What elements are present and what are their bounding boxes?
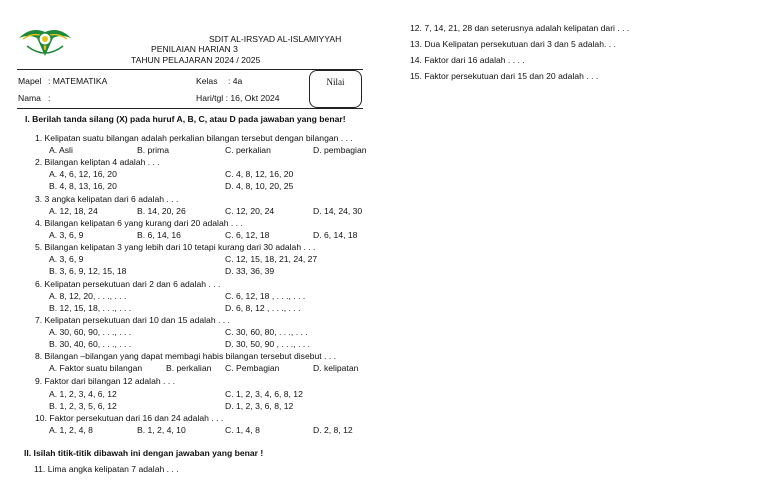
question-3: 3. 3 angka kelipatan dari 6 adalah . . . <box>35 194 179 204</box>
q8-option-c: C. Pembagian <box>225 363 280 373</box>
q6-option-b: B. 12, 15, 18, . . ., . . . <box>49 303 132 313</box>
q4-option-a: A. 3, 6, 9 <box>49 230 84 240</box>
q5-option-c: C. 12, 15, 18, 21, 24, 27 <box>225 254 318 264</box>
essay-question-11: 11. Lima angka kelipatan 7 adalah . . . <box>34 464 179 474</box>
q7-option-c: C. 30, 60, 80, . . ., . . . <box>225 327 308 337</box>
hari-tanggal: Hari/tgl : 16, Okt 2024 <box>196 93 280 103</box>
q10-option-d: D. 2, 8, 12 <box>313 425 353 435</box>
q5-option-b: B. 3, 6, 9, 12, 15, 18 <box>49 266 127 276</box>
question-5: 5. Bilangan kelipatan 3 yang lebih dari 10 tetapi kurang dari 30 adalah . . . <box>35 242 316 252</box>
school-logo <box>17 26 73 60</box>
q3-option-a: A. 12, 18, 24 <box>49 206 98 216</box>
q10-option-b: B. 1, 2, 4, 10 <box>137 425 186 435</box>
question-1: 1. Kelipatan suatu bilangan adalah perkalian bilangan tersebut dengan bilangan . . . <box>35 133 353 143</box>
mapel-value: : MATEMATIKA <box>48 76 108 86</box>
question-10: 10. Faktor persekutuan dari 16 dan 24 adalah . . . <box>35 413 224 423</box>
q4-option-b: B. 6, 14, 16 <box>137 230 181 240</box>
section-2-title: II. Isilah titik-titik dibawah ini dengan jawaban yang benar ! <box>24 448 264 458</box>
q3-option-b: B. 14, 20, 26 <box>137 206 186 216</box>
q1-option-c: C. perkalian <box>225 145 271 155</box>
q6-option-c: C. 6, 12, 18 , . . ., . . . <box>225 291 306 301</box>
q2-option-a: A. 4, 6, 12, 16, 20 <box>49 169 117 179</box>
question-7: 7. Kelipatan persekutuan dari 10 dan 15 adalah . . . <box>35 315 230 325</box>
question-8: 8. Bilangan –bilangan yang dapat membagi habis bilangan tersebut disebut . . . <box>35 351 336 361</box>
q1-option-a: A. Asli <box>49 145 73 155</box>
essay-question-13: 13. Dua Kelipatan persekutuan dari 3 dan 5 adalah. . . <box>410 39 616 49</box>
q6-option-a: A. 8, 12, 20, . . ., . . . <box>49 291 127 301</box>
kelas-label: Kelas <box>196 76 218 86</box>
q7-option-d: D. 30, 50, 90 , . . ., . . . <box>225 339 311 349</box>
q6-option-d: D. 6, 8, 12 , . . ., . . . <box>225 303 301 313</box>
info-divider <box>17 108 363 109</box>
section-1-title: I. Berilah tanda silang (X) pada huruf A, B, C, atau D pada jawaban yang benar! <box>25 114 346 124</box>
q4-option-c: C. 6, 12, 18 <box>225 230 270 240</box>
q3-option-c: C. 12, 20, 24 <box>225 206 275 216</box>
q10-option-a: A. 1, 2, 4, 8 <box>49 425 93 435</box>
q9-option-c: C. 1, 2, 3, 4, 6, 8, 12 <box>225 389 303 399</box>
q8-option-b: B. perkalian <box>166 363 212 373</box>
q5-option-d: D. 33, 36, 39 <box>225 266 275 276</box>
nilai-box <box>309 70 362 108</box>
q7-option-b: B. 30, 40, 60, . . ., . . . <box>49 339 132 349</box>
q3-option-d: D. 14, 24, 30 <box>313 206 363 216</box>
nama-value: : <box>48 93 51 103</box>
q1-option-b: B. prima <box>137 145 169 155</box>
essay-question-15: 15. Faktor persekutuan dari 15 dan 20 adalah . . . <box>410 71 599 81</box>
question-2: 2. Bilangan keliptan 4 adalah . . . <box>35 157 160 167</box>
q8-option-d: D. kelipatan <box>313 363 359 373</box>
q2-option-d: D. 4, 8, 10, 20, 25 <box>225 181 294 191</box>
question-4: 4. Bilangan kelipatan 6 yang kurang dari 20 adalah . . . <box>35 218 243 228</box>
q5-option-a: A. 3, 6, 9 <box>49 254 84 264</box>
nilai-label: Nilai <box>326 77 345 87</box>
q10-option-c: C. 1, 4, 8 <box>225 425 260 435</box>
academic-year: TAHUN PELAJARAN 2024 / 2025 <box>131 55 261 65</box>
q9-option-b: B. 1, 2, 3, 5, 6, 12 <box>49 401 117 411</box>
essay-question-12: 12. 7, 14, 21, 28 dan seterusnya adalah kelipatan dari . . . <box>410 23 630 33</box>
mapel-label: Mapel <box>18 76 42 86</box>
question-6: 6. Kelipatan persekutuan dari 2 dan 6 adalah . . . <box>35 279 221 289</box>
q2-option-b: B. 4, 8, 13, 16, 20 <box>49 181 117 191</box>
q1-option-d: D. pembagian <box>313 145 367 155</box>
kelas-value: : 4a <box>228 76 243 86</box>
q7-option-a: A. 30, 60, 90, . . ., . . . <box>49 327 132 337</box>
header-divider <box>17 69 363 70</box>
question-9: 9. Faktor dari bilangan 12 adalah . . . <box>35 376 175 386</box>
nama-label: Nama <box>18 93 41 103</box>
q9-option-d: D. 1, 2, 3, 6, 8, 12 <box>225 401 294 411</box>
q9-option-a: A. 1, 2, 3, 4, 6, 12 <box>49 389 117 399</box>
exam-title: PENILAIAN HARIAN 3 <box>151 44 238 54</box>
essay-question-14: 14. Faktor dari 16 adalah . . . . <box>410 55 525 65</box>
q8-option-a: A. Faktor suatu bilangan <box>49 363 143 373</box>
school-name: SDIT AL-IRSYAD AL-ISLAMIYYAH <box>209 34 342 44</box>
q4-option-d: D. 6, 14, 18 <box>313 230 358 240</box>
q2-option-c: C. 4, 8, 12, 16, 20 <box>225 169 294 179</box>
